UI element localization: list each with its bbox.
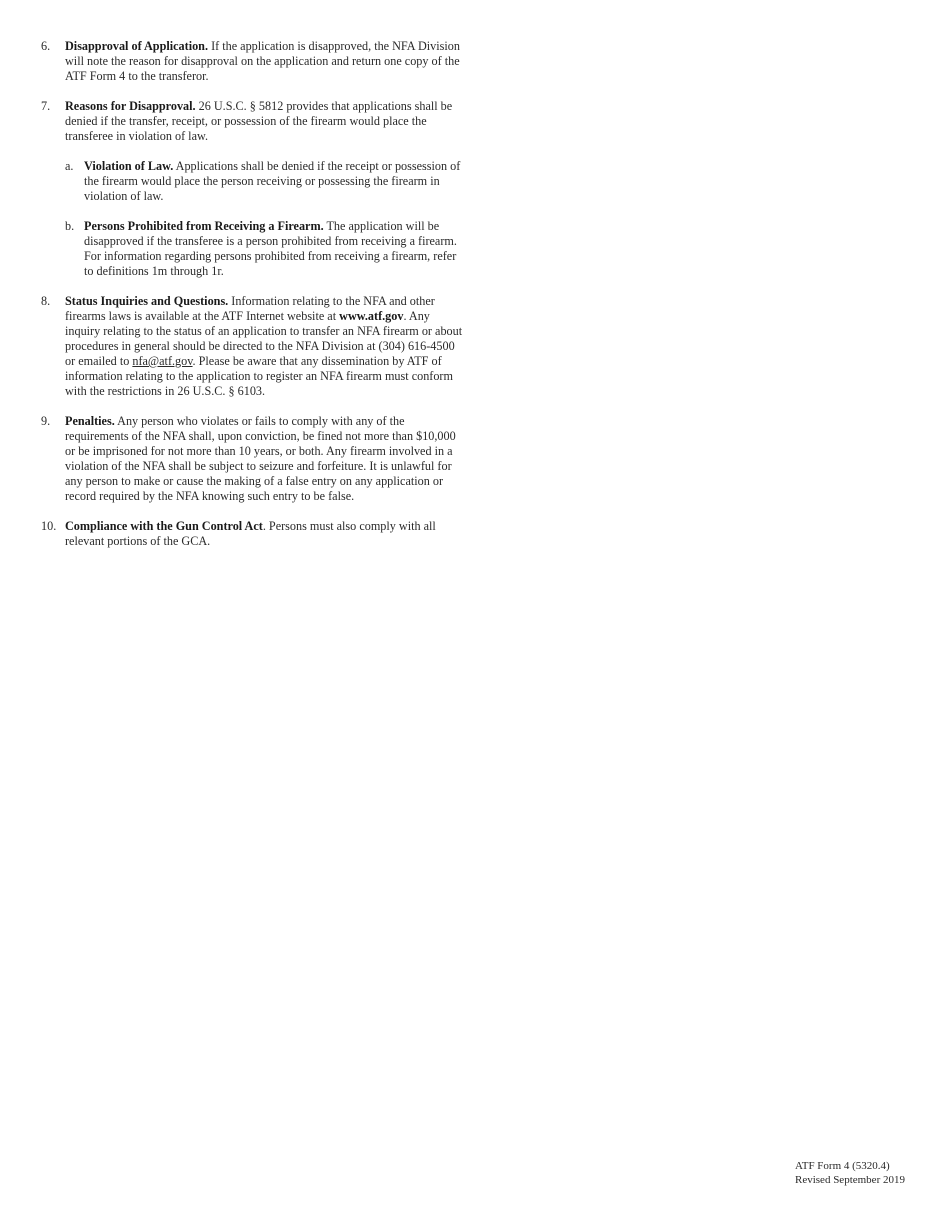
item-heading: Status Inquiries and Questions. — [65, 294, 229, 308]
item-heading: Compliance with the Gun Control Act — [65, 519, 263, 533]
nfa-email-link[interactable]: nfa@atf.gov — [132, 354, 193, 368]
sub-item-list — [65, 159, 466, 279]
item-text: Information relating to the NFA and other firearms laws is available at the ATF Internet website at — [65, 294, 435, 323]
item-text: . Any inquiry relating to the status of an application to transfer an NFA firearm or about procedures in general should be directed to the NFA Division at (304) 616-4500 or emailed to — [65, 309, 463, 368]
item-number: 10. — [41, 519, 57, 533]
instruction-item-7 — [41, 99, 466, 279]
sub-item-b — [65, 219, 466, 279]
instructions-column — [41, 39, 466, 564]
instruction-item-10 — [41, 519, 466, 549]
item-text: 26 U.S.C. § 5812 provides that applications shall be denied if the transfer, receipt, or possession of the firearm would place the transferee in violation of law. — [65, 99, 453, 143]
item-text: If the application is disapproved, the NFA Division will note the reason for disapproval on the application and return one copy of the ATF Form 4 to the transferor. — [65, 39, 460, 83]
item-number: 6. — [41, 39, 51, 53]
sub-item-heading: Violation of Law. — [84, 159, 174, 173]
item-text: Any person who violates or fails to comply with any of the requirements of the NFA shall, upon conviction, be fined not more than $10,000 or be imprisoned for not more than 10 years, or both. Any firearm involved in a violation of the NFA shall be subject to seizure and forfeiture. It is unlawful for any person to make or cause the making of a false entry on any application or record required by the NFA knowing such entry to be false. — [65, 414, 456, 503]
atf-website-link[interactable]: www.atf.gov — [339, 309, 404, 323]
instruction-item-6 — [41, 39, 466, 84]
item-heading: Penalties. — [65, 414, 115, 428]
revision-date: Revised September 2019 — [795, 1174, 905, 1186]
sub-item-a — [65, 159, 466, 204]
instruction-item-9 — [41, 414, 466, 504]
form-footer — [795, 1159, 935, 1187]
item-heading: Disapproval of Application. — [65, 39, 209, 53]
item-text: . Please be aware that any dissemination by ATF of information relating to the application to register an NFA firearm must conform with the restrictions in 26 U.S.C. § 6103. — [65, 354, 453, 398]
sub-item-heading: Persons Prohibited from Receiving a Firearm. — [84, 219, 324, 233]
item-number: 7. — [41, 99, 51, 113]
item-number: 8. — [41, 294, 51, 308]
item-number: 9. — [41, 414, 51, 428]
item-heading: Reasons for Disapproval. — [65, 99, 196, 113]
sub-item-text: The application will be disapproved if the transferee is a person prohibited from receiving a firearm. For information regarding persons prohibited from receiving a firearm, refer to definitions 1m through 1r. — [84, 219, 457, 278]
sub-item-text: Applications shall be denied if the receipt or possession of the firearm would place the person receiving or possessing the firearm in violation of law. — [84, 159, 461, 203]
form-id: ATF Form 4 (5320.4) — [795, 1160, 890, 1172]
sub-item-letter: a. — [65, 159, 74, 173]
instruction-item-8 — [41, 294, 466, 399]
sub-item-letter: b. — [65, 219, 75, 233]
item-text: . Persons must also comply with all relevant portions of the GCA. — [65, 519, 436, 548]
